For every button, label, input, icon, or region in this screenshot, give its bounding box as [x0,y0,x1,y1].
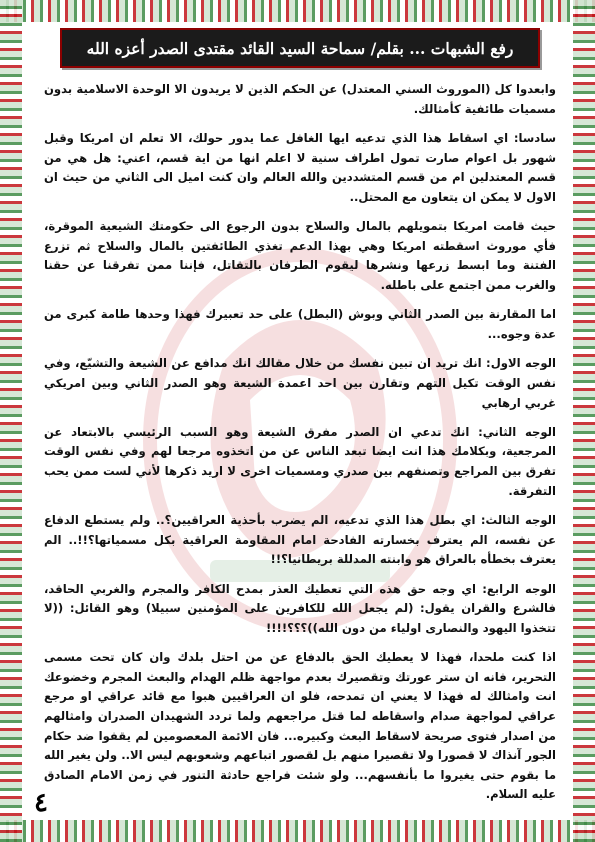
page-header [60,28,540,68]
paragraph: الوجه الرابع: اي وجه حق هذه التي تعطيك العذر بمدح الكافر والمجرم والغربي الحاقد، فالشرع والقران يقول: (لم يجعل الله للكافرين على المؤمنين سبيلا) وهو القائل: ((لا تتخذوا اليهود والنصارى اولياء من دون الله))؟؟؟!!!! [44,581,556,635]
page-number: ٤ [34,788,48,818]
paragraph: حيث قامت امريكا بتمويلهم بالمال والسلاح بدون الرجوع الى حكومتك الشيعية الموقرة، فأي موروث اسقطته امريكا وهي بهذا الدعم تغذي الطائفتين بالمال والسلاح ثم تزرع الفتنة وما ابسط زرعها ونشرها ليقوم الطرفان بالتقاتل، فإننا ممن تفرقنا عن حقنا والغرب ممن اجتمع على باطله. [44,219,556,292]
paragraph: اذا كنت ملحدا، فهذا لا يعطيك الحق بالدفاع عن من احتل بلدك وان كان تحت مسمى التحرير، فانه ان ستر عورتك وتقصيرك بعدم مواجهة ظلم الهدام والبعث المجرم وخضوعك انت وامثالك له فهذا لا يعني ان تمدحه، فلو ان العراقيين هبوا مع قائد عراقي او مرجع عراقي لمواجهة صدام واسقاطه لما قتل مراجعهم ولما تردد الشهيدان الصدران وامثالهم من اصدار فتوى صريحة لاسقاط البعث وكبيره... فان الائمة المعصومين لم يقفوا ضد حكام الجور آنذاك لا قصورا ولا تقصيرا منهم بل لقصور اتباعهم وشعوبهم ليس الا.. ولن يغير الله ما بقوم حتى يغيروا ما بأنفسهم... ولو شئت فراجع حادثة التنور في زمن الامام الصادق عليه السلام. [44,650,556,802]
paragraph: اما المقارنة بين الصدر الثاني وبوش (البطل) على حد تعبيرك فهذا وحدها طامة كبرى من عدة وجوه... [44,307,556,341]
paragraph: وابعدوا كل (الموروث السني المعتدل) عن الحكم الذين لا يريدون الا الوحدة الاسلامية بدون مسميات طائفية كأمثالك. [44,82,556,116]
paragraph: سادسا: اي اسقاط هذا الذي تدعيه ايها الغافل عما يدور حولك، الا تعلم ان امريكا وقبل شهور بل اعوام صارت تمول اطراف سنية لا اعلم انها من اية قسم، اعني: هل هي من قسم المعتدلين ام من قسم المتشددين والله العالم وان كنت اميل الى الثاني من حيث ان الاول لا يمكن ان يتعاون مع المحتل.. [44,130,556,204]
decorative-border-left [0,0,22,842]
decorative-border-bottom [0,820,595,842]
decorative-border-top [0,0,595,22]
article-body [44,80,556,815]
decorative-border-right [573,0,595,842]
paragraph: الوجه الثاني: انك تدعي ان الصدر مفرق الشيعة وهو السبب الرئيسي بالابتعاد عن المرجعية، وبكلامك هذا انت ايضا تبعد الناس عن من اتخذوه مرجعا لهم وفي نفس الوقت تفرق بين المراجع وتصنفهم بين صدري ومسميات اخرى لا اريد ذكرها لأني لست ممن يحب التفرقة. [44,424,556,498]
page-title: رفع الشبهات ... بقلم/ سماحة السيد القائد مقتدى الصدر أعزه الله [86,38,514,58]
paragraph: الوجه الثالث: اي بطل هذا الذي تدعيه، الم يضرب بأحذية العراقيين؟.. ولم يستطع الدفاع عن نفسه، الم يعترف بخسارته الفادحة امام المقاومة العراقية بكل مسمياتها؟!!.. الم يعترف بخطأه بالعراق هو وابنته المدللة بريطانيا؟!! [44,513,556,567]
paragraph: الوجه الاول: انك تريد ان تبين نفسك من خلال مقالك انك مدافع عن الشيعة والتشيّع، وفي نفس الوقت تكيل التهم وتقارن بين احد اعمدة الشيعة وهو الصدر الثاني وبين امريكي غربي ارهابي [44,356,556,410]
